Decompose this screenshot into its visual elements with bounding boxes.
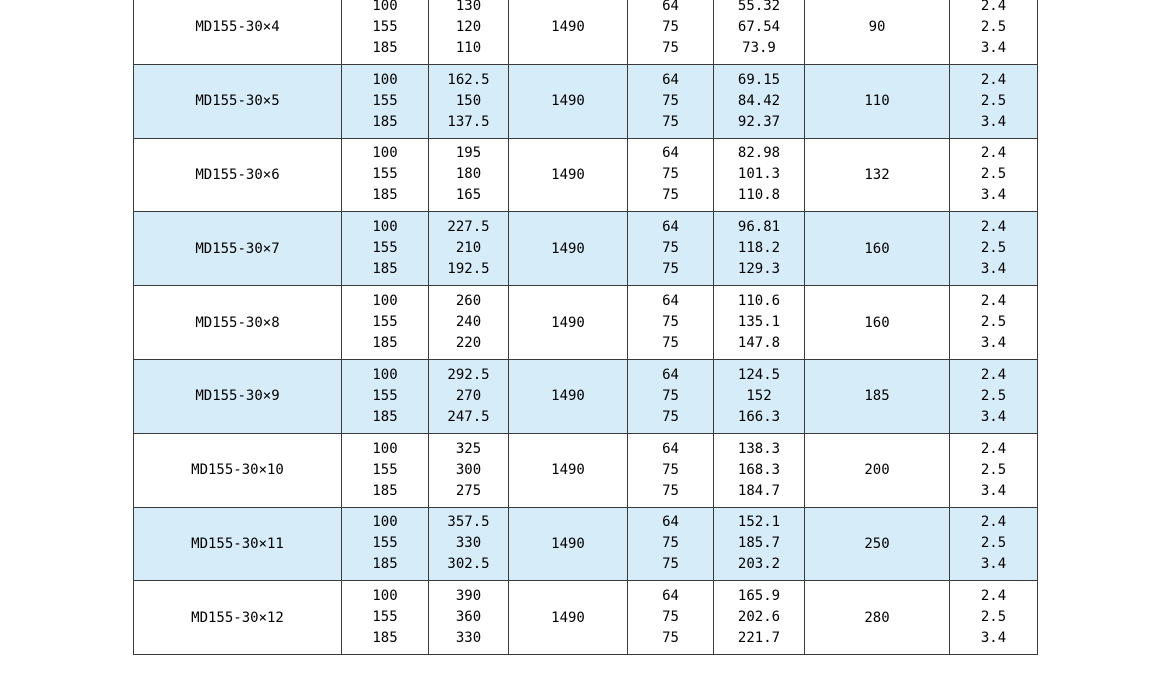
- head-value: 275: [455, 482, 482, 499]
- npsh-value: 2.5: [980, 609, 1007, 626]
- table-row: [134, 433, 1038, 507]
- head-values: [429, 70, 508, 133]
- flow-value: 155: [372, 387, 398, 404]
- head-value: 357.5: [447, 514, 490, 531]
- flow-cell: [342, 0, 429, 64]
- npsh-value: 2.5: [980, 18, 1007, 35]
- efficiency-value: 75: [662, 408, 679, 425]
- model-cell: MD155-30×7: [134, 212, 342, 286]
- flow-value: 155: [372, 461, 398, 478]
- flow-values: [342, 143, 428, 206]
- shaft-power-value: 92.37: [737, 113, 781, 130]
- model-cell: MD155-30×11: [134, 507, 342, 581]
- flow-value: 100: [372, 145, 398, 162]
- model-cell: MD155-30×9: [134, 359, 342, 433]
- head-cell: [429, 0, 509, 64]
- npsh-value: 2.5: [980, 535, 1007, 552]
- shaft-power-value: 202.6: [737, 609, 781, 626]
- npsh-value: 2.5: [980, 92, 1007, 109]
- efficiency-values: [628, 0, 713, 59]
- shaft-power-value: 110.8: [737, 187, 781, 204]
- shaft-power-values: [714, 365, 804, 428]
- efficiency-value: 75: [662, 535, 679, 552]
- efficiency-value: 75: [662, 630, 679, 647]
- table-row: [134, 0, 1038, 64]
- shaft-power-values: [714, 586, 804, 649]
- model-cell: MD155-30×4: [134, 0, 342, 64]
- shaft-power-value: 165.9: [737, 588, 781, 605]
- efficiency-values: [628, 291, 713, 354]
- efficiency-value: 75: [662, 240, 679, 257]
- efficiency-cell: [628, 507, 714, 581]
- motor-power-cell: 280: [805, 581, 950, 655]
- shaft-power-values: [714, 512, 804, 575]
- head-value: 300: [455, 461, 482, 478]
- npsh-value: 3.4: [980, 482, 1007, 499]
- flow-value: 155: [372, 535, 398, 552]
- flow-value: 155: [372, 609, 398, 626]
- npsh-value: 3.4: [980, 556, 1007, 573]
- shaft-power-cell: [714, 581, 805, 655]
- shaft-power-values: [714, 439, 804, 502]
- flow-value: 100: [372, 293, 398, 310]
- head-value: 192.5: [447, 261, 490, 278]
- shaft-power-cell: [714, 64, 805, 138]
- flow-value: 185: [372, 556, 398, 573]
- speed-cell: 1490: [509, 0, 628, 64]
- npsh-cell: [950, 0, 1038, 64]
- shaft-power-value: 82.98: [737, 145, 781, 162]
- efficiency-value: 75: [662, 461, 679, 478]
- flow-cell: [342, 286, 429, 360]
- speed-cell: 1490: [509, 359, 628, 433]
- flow-value: 185: [372, 261, 398, 278]
- efficiency-value: 75: [662, 92, 679, 109]
- flow-value: 155: [372, 92, 398, 109]
- shaft-power-value: 69.15: [737, 71, 781, 88]
- head-value: 302.5: [447, 556, 490, 573]
- speed-cell: 1490: [509, 212, 628, 286]
- shaft-power-cell: [714, 286, 805, 360]
- efficiency-value: 75: [662, 187, 679, 204]
- shaft-power-values: [714, 291, 804, 354]
- flow-cell: [342, 64, 429, 138]
- speed-cell: 1490: [509, 581, 628, 655]
- shaft-power-value: 84.42: [737, 92, 781, 109]
- flow-values: [342, 439, 428, 502]
- npsh-value: 2.4: [980, 219, 1007, 236]
- speed-cell: 1490: [509, 286, 628, 360]
- head-value: 240: [455, 314, 482, 331]
- flow-value: 100: [372, 71, 398, 88]
- shaft-power-cell: [714, 0, 805, 64]
- npsh-cell: [950, 507, 1038, 581]
- efficiency-value: 75: [662, 556, 679, 573]
- flow-value: 185: [372, 39, 398, 56]
- motor-power-cell: 160: [805, 212, 950, 286]
- head-value: 180: [455, 166, 482, 183]
- head-value: 120: [455, 18, 482, 35]
- flow-value: 185: [372, 187, 398, 204]
- shaft-power-value: 67.54: [737, 18, 781, 35]
- head-value: 137.5: [447, 113, 490, 130]
- npsh-values: [950, 217, 1037, 280]
- flow-values: [342, 0, 428, 59]
- efficiency-cell: [628, 138, 714, 212]
- shaft-power-value: 203.2: [737, 556, 781, 573]
- flow-value: 185: [372, 408, 398, 425]
- head-values: [429, 291, 508, 354]
- npsh-cell: [950, 359, 1038, 433]
- flow-value: 100: [372, 588, 398, 605]
- npsh-value: 3.4: [980, 408, 1007, 425]
- npsh-value: 2.4: [980, 588, 1007, 605]
- npsh-values: [950, 365, 1037, 428]
- shaft-power-value: 152.1: [737, 514, 781, 531]
- npsh-value: 3.4: [980, 39, 1007, 56]
- npsh-cell: [950, 64, 1038, 138]
- npsh-value: 2.5: [980, 166, 1007, 183]
- flow-cell: [342, 433, 429, 507]
- head-value: 292.5: [447, 366, 490, 383]
- efficiency-value: 75: [662, 113, 679, 130]
- shaft-power-cell: [714, 507, 805, 581]
- model-cell: MD155-30×12: [134, 581, 342, 655]
- efficiency-value: 75: [662, 314, 679, 331]
- npsh-value: 2.5: [980, 240, 1007, 257]
- shaft-power-value: 221.7: [737, 630, 781, 647]
- efficiency-value: 64: [662, 293, 679, 310]
- npsh-value: 2.5: [980, 387, 1007, 404]
- head-value: 227.5: [447, 219, 490, 236]
- motor-power-cell: 160: [805, 286, 950, 360]
- head-values: [429, 439, 508, 502]
- efficiency-value: 75: [662, 482, 679, 499]
- npsh-values: [950, 70, 1037, 133]
- head-value: 390: [455, 588, 482, 605]
- head-value: 195: [455, 145, 482, 162]
- efficiency-cell: [628, 359, 714, 433]
- model-cell: MD155-30×8: [134, 286, 342, 360]
- efficiency-cell: [628, 286, 714, 360]
- motor-power-cell: 90: [805, 0, 950, 64]
- flow-value: 185: [372, 482, 398, 499]
- efficiency-values: [628, 439, 713, 502]
- shaft-power-value: 147.8: [737, 335, 781, 352]
- head-value: 165: [455, 187, 482, 204]
- head-values: [429, 512, 508, 575]
- efficiency-value: 64: [662, 145, 679, 162]
- head-cell: [429, 138, 509, 212]
- flow-value: 100: [372, 366, 398, 383]
- efficiency-values: [628, 365, 713, 428]
- table-row: [134, 64, 1038, 138]
- flow-value: 155: [372, 18, 398, 35]
- head-value: 270: [455, 387, 482, 404]
- flow-cell: [342, 507, 429, 581]
- shaft-power-value: 124.5: [737, 366, 781, 383]
- efficiency-cell: [628, 581, 714, 655]
- efficiency-cell: [628, 64, 714, 138]
- flow-value: 100: [372, 219, 398, 236]
- efficiency-value: 75: [662, 609, 679, 626]
- shaft-power-value: 110.6: [737, 293, 781, 310]
- npsh-value: 3.4: [980, 187, 1007, 204]
- efficiency-values: [628, 70, 713, 133]
- flow-value: 185: [372, 113, 398, 130]
- flow-cell: [342, 138, 429, 212]
- head-cell: [429, 64, 509, 138]
- flow-values: [342, 512, 428, 575]
- motor-power-cell: 110: [805, 64, 950, 138]
- npsh-value: 2.4: [980, 145, 1007, 162]
- shaft-power-value: 73.9: [742, 39, 776, 56]
- npsh-value: 3.4: [980, 335, 1007, 352]
- shaft-power-values: [714, 143, 804, 206]
- npsh-cell: [950, 138, 1038, 212]
- head-values: [429, 586, 508, 649]
- flow-cell: [342, 212, 429, 286]
- efficiency-value: 75: [662, 387, 679, 404]
- npsh-value: 2.4: [980, 293, 1007, 310]
- efficiency-value: 64: [662, 588, 679, 605]
- model-cell: MD155-30×5: [134, 64, 342, 138]
- npsh-values: [950, 586, 1037, 649]
- shaft-power-cell: [714, 212, 805, 286]
- head-value: 325: [455, 440, 482, 457]
- flow-values: [342, 365, 428, 428]
- speed-cell: 1490: [509, 138, 628, 212]
- head-values: [429, 0, 508, 59]
- npsh-values: [950, 143, 1037, 206]
- head-value: 130: [455, 0, 482, 14]
- npsh-value: 3.4: [980, 261, 1007, 278]
- shaft-power-value: 152: [746, 387, 772, 404]
- npsh-cell: [950, 286, 1038, 360]
- head-value: 110: [455, 39, 482, 56]
- npsh-cell: [950, 581, 1038, 655]
- head-values: [429, 217, 508, 280]
- head-cell: [429, 507, 509, 581]
- shaft-power-value: 168.3: [737, 461, 781, 478]
- flow-values: [342, 70, 428, 133]
- head-value: 330: [455, 630, 482, 647]
- table-row: [134, 359, 1038, 433]
- flow-value: 100: [372, 0, 398, 14]
- flow-value: 155: [372, 240, 398, 257]
- flow-value: 100: [372, 514, 398, 531]
- npsh-value: 3.4: [980, 630, 1007, 647]
- flow-values: [342, 217, 428, 280]
- model-cell: MD155-30×10: [134, 433, 342, 507]
- efficiency-cell: [628, 433, 714, 507]
- efficiency-value: 64: [662, 514, 679, 531]
- shaft-power-value: 129.3: [737, 261, 781, 278]
- efficiency-values: [628, 143, 713, 206]
- speed-cell: 1490: [509, 507, 628, 581]
- npsh-values: [950, 0, 1037, 59]
- efficiency-value: 75: [662, 39, 679, 56]
- head-values: [429, 143, 508, 206]
- table-row: [134, 138, 1038, 212]
- head-cell: [429, 433, 509, 507]
- flow-values: [342, 586, 428, 649]
- efficiency-value: 64: [662, 71, 679, 88]
- shaft-power-value: 55.32: [737, 0, 781, 14]
- shaft-power-value: 96.81: [737, 219, 781, 236]
- flow-cell: [342, 581, 429, 655]
- efficiency-values: [628, 586, 713, 649]
- npsh-values: [950, 291, 1037, 354]
- efficiency-value: 64: [662, 366, 679, 383]
- npsh-value: 2.4: [980, 366, 1007, 383]
- shaft-power-value: 184.7: [737, 482, 781, 499]
- npsh-value: 2.4: [980, 71, 1007, 88]
- head-value: 260: [455, 293, 482, 310]
- speed-cell: 1490: [509, 64, 628, 138]
- shaft-power-cell: [714, 138, 805, 212]
- shaft-power-value: 138.3: [737, 440, 781, 457]
- efficiency-value: 64: [662, 0, 679, 14]
- flow-value: 155: [372, 314, 398, 331]
- efficiency-value: 75: [662, 261, 679, 278]
- motor-power-cell: 250: [805, 507, 950, 581]
- head-value: 330: [455, 535, 482, 552]
- npsh-value: 2.4: [980, 514, 1007, 531]
- head-value: 220: [455, 335, 482, 352]
- shaft-power-cell: [714, 359, 805, 433]
- head-value: 162.5: [447, 71, 490, 88]
- npsh-value: 2.4: [980, 440, 1007, 457]
- head-cell: [429, 286, 509, 360]
- table-row: [134, 286, 1038, 360]
- head-cell: [429, 581, 509, 655]
- table-row: [134, 507, 1038, 581]
- flow-value: 185: [372, 335, 398, 352]
- shaft-power-value: 101.3: [737, 166, 781, 183]
- table-row: [134, 212, 1038, 286]
- model-cell: MD155-30×6: [134, 138, 342, 212]
- motor-power-cell: 132: [805, 138, 950, 212]
- head-cell: [429, 359, 509, 433]
- efficiency-values: [628, 217, 713, 280]
- pump-spec-table: [133, 0, 1038, 655]
- efficiency-value: 75: [662, 335, 679, 352]
- efficiency-cell: [628, 212, 714, 286]
- efficiency-value: 75: [662, 18, 679, 35]
- efficiency-value: 75: [662, 166, 679, 183]
- efficiency-cell: [628, 0, 714, 64]
- speed-cell: 1490: [509, 433, 628, 507]
- table-row: [134, 581, 1038, 655]
- head-value: 210: [455, 240, 482, 257]
- motor-power-cell: 185: [805, 359, 950, 433]
- efficiency-values: [628, 512, 713, 575]
- head-value: 247.5: [447, 408, 490, 425]
- flow-value: 185: [372, 630, 398, 647]
- npsh-values: [950, 439, 1037, 502]
- shaft-power-values: [714, 0, 804, 59]
- npsh-value: 2.5: [980, 461, 1007, 478]
- table-body: [134, 0, 1038, 655]
- shaft-power-value: 135.1: [737, 314, 781, 331]
- shaft-power-values: [714, 70, 804, 133]
- shaft-power-value: 185.7: [737, 535, 781, 552]
- npsh-values: [950, 512, 1037, 575]
- npsh-value: 3.4: [980, 113, 1007, 130]
- shaft-power-values: [714, 217, 804, 280]
- head-value: 360: [455, 609, 482, 626]
- flow-values: [342, 291, 428, 354]
- efficiency-value: 64: [662, 219, 679, 236]
- efficiency-value: 64: [662, 440, 679, 457]
- flow-cell: [342, 359, 429, 433]
- head-value: 150: [455, 92, 482, 109]
- motor-power-cell: 200: [805, 433, 950, 507]
- npsh-value: 2.4: [980, 0, 1007, 14]
- head-cell: [429, 212, 509, 286]
- npsh-cell: [950, 433, 1038, 507]
- shaft-power-value: 166.3: [737, 408, 781, 425]
- shaft-power-value: 118.2: [737, 240, 781, 257]
- flow-value: 155: [372, 166, 398, 183]
- flow-value: 100: [372, 440, 398, 457]
- head-values: [429, 365, 508, 428]
- npsh-cell: [950, 212, 1038, 286]
- shaft-power-cell: [714, 433, 805, 507]
- npsh-value: 2.5: [980, 314, 1007, 331]
